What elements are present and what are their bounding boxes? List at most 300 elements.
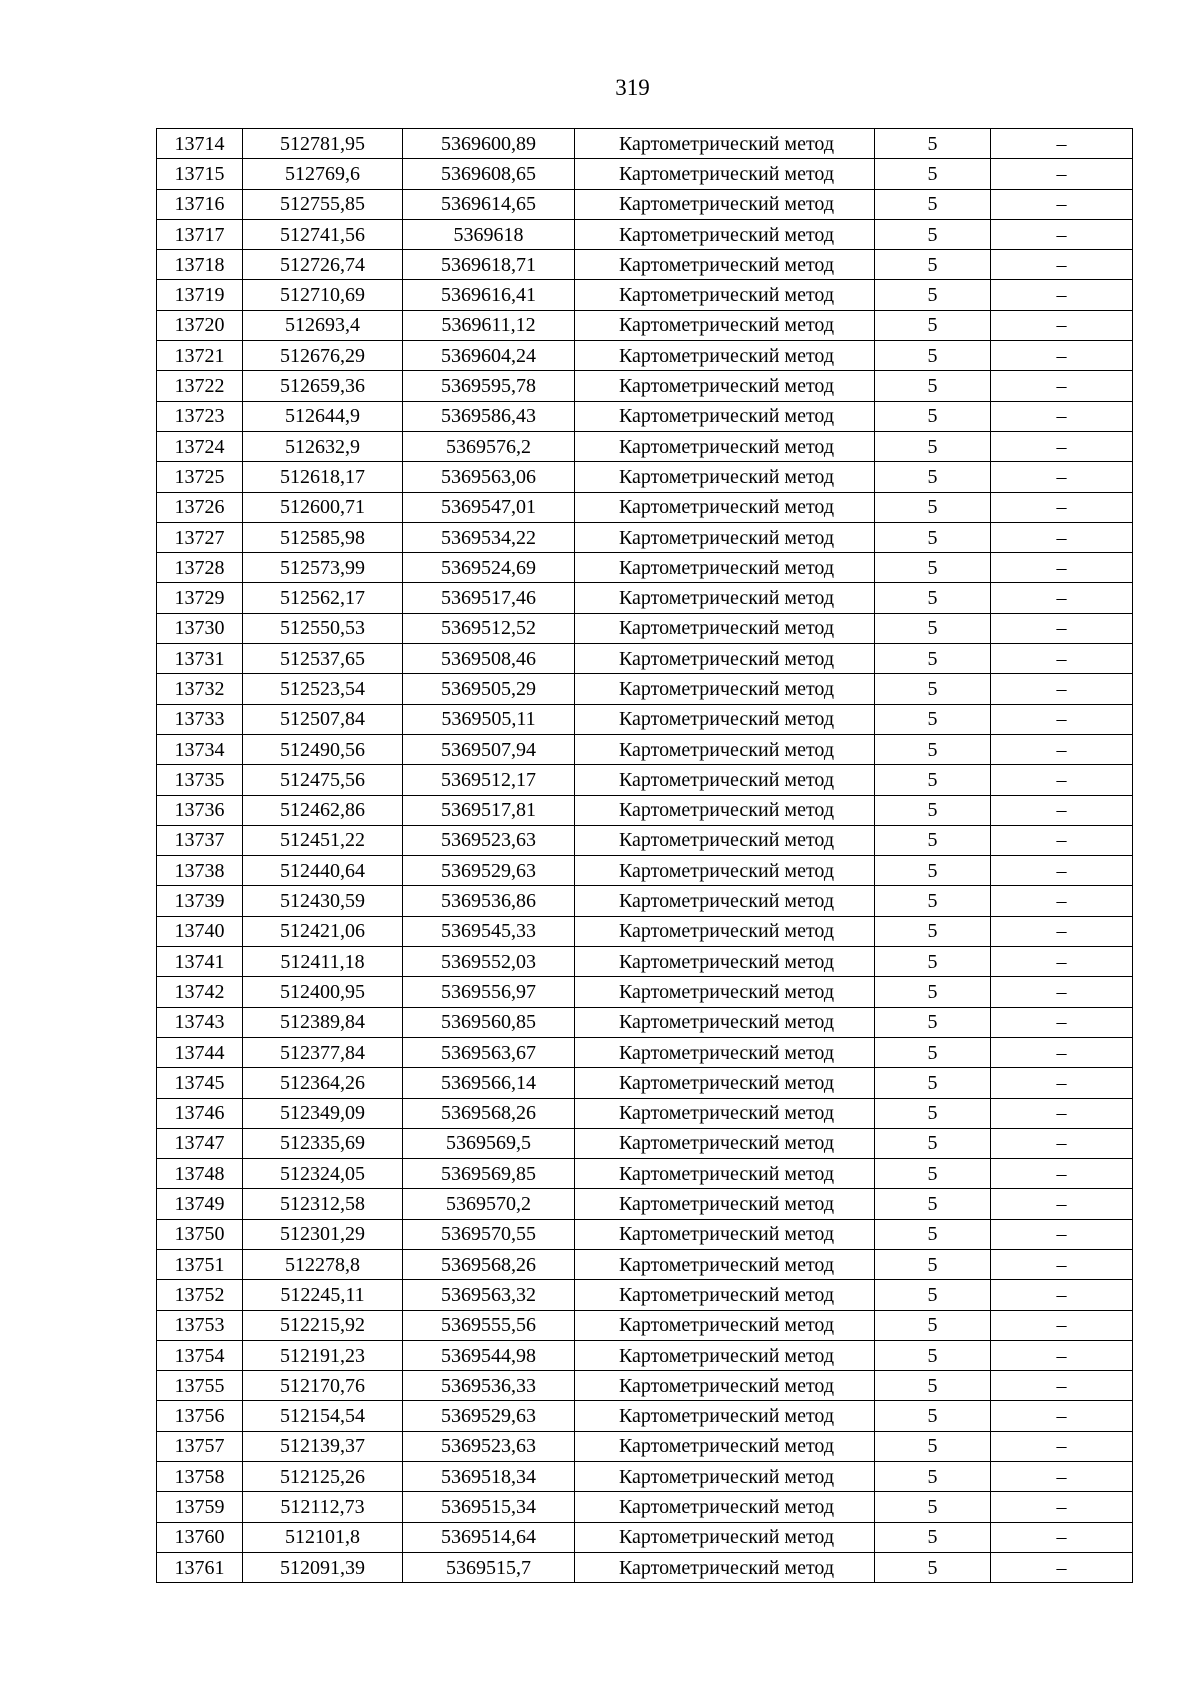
cell-accuracy: 5 xyxy=(875,431,991,461)
cell-y-coordinate: 5369515,34 xyxy=(403,1492,575,1522)
cell-note: – xyxy=(991,1159,1133,1189)
cell-accuracy: 5 xyxy=(875,1280,991,1310)
cell-point-number: 13750 xyxy=(157,1219,243,1249)
cell-accuracy: 5 xyxy=(875,856,991,886)
cell-accuracy: 5 xyxy=(875,704,991,734)
cell-accuracy: 5 xyxy=(875,219,991,249)
cell-y-coordinate: 5369570,55 xyxy=(403,1219,575,1249)
table-row xyxy=(157,159,1133,189)
cell-accuracy: 5 xyxy=(875,916,991,946)
cell-x-coordinate: 512659,36 xyxy=(243,371,403,401)
cell-note: – xyxy=(991,280,1133,310)
table-row xyxy=(157,1371,1133,1401)
cell-method: Картометрический метод xyxy=(575,825,875,855)
cell-method: Картометрический метод xyxy=(575,1007,875,1037)
cell-y-coordinate: 5369523,63 xyxy=(403,825,575,855)
cell-x-coordinate: 512215,92 xyxy=(243,1310,403,1340)
cell-method: Картометрический метод xyxy=(575,886,875,916)
table-row xyxy=(157,1159,1133,1189)
cell-x-coordinate: 512278,8 xyxy=(243,1249,403,1279)
cell-x-coordinate: 512693,4 xyxy=(243,310,403,340)
table-row xyxy=(157,644,1133,674)
cell-note: – xyxy=(991,1462,1133,1492)
cell-y-coordinate: 5369505,11 xyxy=(403,704,575,734)
cell-note: – xyxy=(991,1431,1133,1461)
cell-y-coordinate: 5369529,63 xyxy=(403,856,575,886)
cell-method: Картометрический метод xyxy=(575,250,875,280)
coordinates-table xyxy=(156,128,1133,1583)
cell-note: – xyxy=(991,462,1133,492)
cell-y-coordinate: 5369512,52 xyxy=(403,613,575,643)
cell-accuracy: 5 xyxy=(875,1431,991,1461)
cell-accuracy: 5 xyxy=(875,795,991,825)
cell-accuracy: 5 xyxy=(875,401,991,431)
table-row xyxy=(157,371,1133,401)
cell-note: – xyxy=(991,856,1133,886)
table-row xyxy=(157,1037,1133,1067)
cell-x-coordinate: 512490,56 xyxy=(243,734,403,764)
cell-y-coordinate: 5369534,22 xyxy=(403,522,575,552)
cell-method: Картометрический метод xyxy=(575,219,875,249)
cell-method: Картометрический метод xyxy=(575,1431,875,1461)
cell-y-coordinate: 5369518,34 xyxy=(403,1462,575,1492)
cell-method: Картометрический метод xyxy=(575,341,875,371)
cell-point-number: 13744 xyxy=(157,1037,243,1067)
cell-method: Картометрический метод xyxy=(575,1098,875,1128)
cell-method: Картометрический метод xyxy=(575,1189,875,1219)
cell-method: Картометрический метод xyxy=(575,1219,875,1249)
cell-point-number: 13757 xyxy=(157,1431,243,1461)
cell-method: Картометрический метод xyxy=(575,129,875,159)
cell-note: – xyxy=(991,916,1133,946)
cell-point-number: 13735 xyxy=(157,765,243,795)
cell-point-number: 13715 xyxy=(157,159,243,189)
cell-accuracy: 5 xyxy=(875,613,991,643)
cell-method: Картометрический метод xyxy=(575,916,875,946)
cell-point-number: 13719 xyxy=(157,280,243,310)
cell-method: Картометрический метод xyxy=(575,1522,875,1552)
table-row xyxy=(157,431,1133,461)
cell-accuracy: 5 xyxy=(875,1068,991,1098)
cell-accuracy: 5 xyxy=(875,553,991,583)
cell-note: – xyxy=(991,1219,1133,1249)
cell-note: – xyxy=(991,1007,1133,1037)
cell-accuracy: 5 xyxy=(875,1371,991,1401)
cell-note: – xyxy=(991,613,1133,643)
cell-accuracy: 5 xyxy=(875,250,991,280)
cell-method: Картометрический метод xyxy=(575,1552,875,1582)
cell-point-number: 13725 xyxy=(157,462,243,492)
cell-point-number: 13743 xyxy=(157,1007,243,1037)
cell-y-coordinate: 5369517,81 xyxy=(403,795,575,825)
cell-y-coordinate: 5369547,01 xyxy=(403,492,575,522)
cell-x-coordinate: 512411,18 xyxy=(243,947,403,977)
cell-accuracy: 5 xyxy=(875,492,991,522)
cell-y-coordinate: 5369595,78 xyxy=(403,371,575,401)
cell-accuracy: 5 xyxy=(875,310,991,340)
table-row xyxy=(157,522,1133,552)
cell-point-number: 13729 xyxy=(157,583,243,613)
cell-accuracy: 5 xyxy=(875,1007,991,1037)
cell-method: Картометрический метод xyxy=(575,401,875,431)
table-row xyxy=(157,310,1133,340)
table-row xyxy=(157,1340,1133,1370)
table-row xyxy=(157,704,1133,734)
cell-x-coordinate: 512600,71 xyxy=(243,492,403,522)
table-row xyxy=(157,1280,1133,1310)
cell-point-number: 13716 xyxy=(157,189,243,219)
cell-accuracy: 5 xyxy=(875,1128,991,1158)
table-row xyxy=(157,1492,1133,1522)
cell-x-coordinate: 512475,56 xyxy=(243,765,403,795)
table-row xyxy=(157,401,1133,431)
cell-method: Картометрический метод xyxy=(575,522,875,552)
cell-point-number: 13741 xyxy=(157,947,243,977)
cell-note: – xyxy=(991,1128,1133,1158)
cell-x-coordinate: 512170,76 xyxy=(243,1371,403,1401)
cell-point-number: 13742 xyxy=(157,977,243,1007)
cell-y-coordinate: 5369566,14 xyxy=(403,1068,575,1098)
cell-x-coordinate: 512101,8 xyxy=(243,1522,403,1552)
cell-method: Картометрический метод xyxy=(575,674,875,704)
cell-y-coordinate: 5369600,89 xyxy=(403,129,575,159)
cell-x-coordinate: 512523,54 xyxy=(243,674,403,704)
cell-accuracy: 5 xyxy=(875,1098,991,1128)
cell-point-number: 13726 xyxy=(157,492,243,522)
cell-method: Картометрический метод xyxy=(575,1128,875,1158)
cell-point-number: 13748 xyxy=(157,1159,243,1189)
cell-x-coordinate: 512710,69 xyxy=(243,280,403,310)
cell-method: Картометрический метод xyxy=(575,371,875,401)
cell-y-coordinate: 5369618 xyxy=(403,219,575,249)
cell-note: – xyxy=(991,431,1133,461)
table-row xyxy=(157,280,1133,310)
table-row xyxy=(157,1068,1133,1098)
table-row xyxy=(157,1522,1133,1552)
cell-point-number: 13722 xyxy=(157,371,243,401)
cell-x-coordinate: 512430,59 xyxy=(243,886,403,916)
cell-point-number: 13752 xyxy=(157,1280,243,1310)
cell-accuracy: 5 xyxy=(875,280,991,310)
cell-y-coordinate: 5369568,26 xyxy=(403,1249,575,1279)
cell-accuracy: 5 xyxy=(875,977,991,1007)
cell-method: Картометрический метод xyxy=(575,1310,875,1340)
cell-point-number: 13717 xyxy=(157,219,243,249)
cell-accuracy: 5 xyxy=(875,129,991,159)
cell-x-coordinate: 512400,95 xyxy=(243,977,403,1007)
cell-method: Картометрический метод xyxy=(575,1462,875,1492)
coordinates-table-body xyxy=(157,129,1133,1583)
cell-method: Картометрический метод xyxy=(575,1401,875,1431)
cell-accuracy: 5 xyxy=(875,886,991,916)
cell-x-coordinate: 512632,9 xyxy=(243,431,403,461)
table-row xyxy=(157,1128,1133,1158)
cell-point-number: 13745 xyxy=(157,1068,243,1098)
table-row xyxy=(157,189,1133,219)
cell-x-coordinate: 512421,06 xyxy=(243,916,403,946)
table-row xyxy=(157,492,1133,522)
table-row xyxy=(157,250,1133,280)
cell-note: – xyxy=(991,947,1133,977)
cell-note: – xyxy=(991,1098,1133,1128)
cell-y-coordinate: 5369604,24 xyxy=(403,341,575,371)
cell-x-coordinate: 512440,64 xyxy=(243,856,403,886)
cell-accuracy: 5 xyxy=(875,583,991,613)
cell-note: – xyxy=(991,1037,1133,1067)
cell-accuracy: 5 xyxy=(875,947,991,977)
cell-x-coordinate: 512451,22 xyxy=(243,825,403,855)
cell-accuracy: 5 xyxy=(875,462,991,492)
cell-note: – xyxy=(991,371,1133,401)
cell-point-number: 13751 xyxy=(157,1249,243,1279)
cell-method: Картометрический метод xyxy=(575,583,875,613)
cell-accuracy: 5 xyxy=(875,644,991,674)
table-row xyxy=(157,1219,1133,1249)
cell-point-number: 13753 xyxy=(157,1310,243,1340)
cell-note: – xyxy=(991,886,1133,916)
table-row xyxy=(157,553,1133,583)
table-row xyxy=(157,462,1133,492)
table-row xyxy=(157,1007,1133,1037)
cell-point-number: 13747 xyxy=(157,1128,243,1158)
cell-note: – xyxy=(991,250,1133,280)
cell-y-coordinate: 5369570,2 xyxy=(403,1189,575,1219)
cell-method: Картометрический метод xyxy=(575,644,875,674)
cell-point-number: 13738 xyxy=(157,856,243,886)
cell-x-coordinate: 512507,84 xyxy=(243,704,403,734)
cell-method: Картометрический метод xyxy=(575,1068,875,1098)
cell-note: – xyxy=(991,1249,1133,1279)
cell-y-coordinate: 5369544,98 xyxy=(403,1340,575,1370)
cell-method: Картометрический метод xyxy=(575,977,875,1007)
cell-x-coordinate: 512112,73 xyxy=(243,1492,403,1522)
cell-x-coordinate: 512349,09 xyxy=(243,1098,403,1128)
cell-x-coordinate: 512618,17 xyxy=(243,462,403,492)
table-row xyxy=(157,674,1133,704)
cell-note: – xyxy=(991,704,1133,734)
cell-note: – xyxy=(991,492,1133,522)
cell-accuracy: 5 xyxy=(875,341,991,371)
cell-y-coordinate: 5369614,65 xyxy=(403,189,575,219)
cell-x-coordinate: 512573,99 xyxy=(243,553,403,583)
cell-y-coordinate: 5369508,46 xyxy=(403,644,575,674)
cell-y-coordinate: 5369563,32 xyxy=(403,1280,575,1310)
table-row xyxy=(157,1462,1133,1492)
cell-method: Картометрический метод xyxy=(575,159,875,189)
table-row xyxy=(157,947,1133,977)
cell-note: – xyxy=(991,765,1133,795)
cell-note: – xyxy=(991,219,1133,249)
cell-y-coordinate: 5369512,17 xyxy=(403,765,575,795)
cell-y-coordinate: 5369569,85 xyxy=(403,1159,575,1189)
cell-accuracy: 5 xyxy=(875,159,991,189)
cell-point-number: 13758 xyxy=(157,1462,243,1492)
cell-x-coordinate: 512781,95 xyxy=(243,129,403,159)
cell-accuracy: 5 xyxy=(875,1340,991,1370)
cell-x-coordinate: 512139,37 xyxy=(243,1431,403,1461)
table-row xyxy=(157,1401,1133,1431)
cell-y-coordinate: 5369611,12 xyxy=(403,310,575,340)
cell-note: – xyxy=(991,825,1133,855)
table-row xyxy=(157,341,1133,371)
cell-point-number: 13720 xyxy=(157,310,243,340)
cell-x-coordinate: 512191,23 xyxy=(243,1340,403,1370)
table-row xyxy=(157,219,1133,249)
cell-point-number: 13736 xyxy=(157,795,243,825)
page-number: 319 xyxy=(615,75,650,100)
cell-method: Картометрический метод xyxy=(575,310,875,340)
cell-accuracy: 5 xyxy=(875,1401,991,1431)
cell-method: Картометрический метод xyxy=(575,795,875,825)
cell-accuracy: 5 xyxy=(875,371,991,401)
cell-point-number: 13755 xyxy=(157,1371,243,1401)
cell-y-coordinate: 5369515,7 xyxy=(403,1552,575,1582)
table-row xyxy=(157,1552,1133,1582)
cell-method: Картометрический метод xyxy=(575,1159,875,1189)
cell-point-number: 13732 xyxy=(157,674,243,704)
cell-point-number: 13721 xyxy=(157,341,243,371)
cell-y-coordinate: 5369552,03 xyxy=(403,947,575,977)
cell-method: Картометрический метод xyxy=(575,1340,875,1370)
cell-point-number: 13756 xyxy=(157,1401,243,1431)
table-row xyxy=(157,1431,1133,1461)
cell-point-number: 13718 xyxy=(157,250,243,280)
cell-point-number: 13727 xyxy=(157,522,243,552)
cell-method: Картометрический метод xyxy=(575,462,875,492)
cell-x-coordinate: 512769,6 xyxy=(243,159,403,189)
cell-note: – xyxy=(991,1068,1133,1098)
cell-note: – xyxy=(991,1189,1133,1219)
table-row xyxy=(157,129,1133,159)
cell-note: – xyxy=(991,341,1133,371)
cell-x-coordinate: 512335,69 xyxy=(243,1128,403,1158)
table-row xyxy=(157,977,1133,1007)
cell-point-number: 13737 xyxy=(157,825,243,855)
cell-x-coordinate: 512324,05 xyxy=(243,1159,403,1189)
cell-accuracy: 5 xyxy=(875,765,991,795)
table-row xyxy=(157,1189,1133,1219)
cell-accuracy: 5 xyxy=(875,1189,991,1219)
cell-y-coordinate: 5369568,26 xyxy=(403,1098,575,1128)
cell-note: – xyxy=(991,977,1133,1007)
cell-y-coordinate: 5369563,06 xyxy=(403,462,575,492)
cell-method: Картометрический метод xyxy=(575,1280,875,1310)
table-row xyxy=(157,825,1133,855)
cell-y-coordinate: 5369529,63 xyxy=(403,1401,575,1431)
cell-point-number: 13728 xyxy=(157,553,243,583)
cell-method: Картометрический метод xyxy=(575,553,875,583)
cell-note: – xyxy=(991,401,1133,431)
cell-note: – xyxy=(991,1552,1133,1582)
cell-method: Картометрический метод xyxy=(575,734,875,764)
cell-y-coordinate: 5369517,46 xyxy=(403,583,575,613)
cell-note: – xyxy=(991,522,1133,552)
cell-note: – xyxy=(991,553,1133,583)
cell-accuracy: 5 xyxy=(875,1037,991,1067)
cell-y-coordinate: 5369536,33 xyxy=(403,1371,575,1401)
cell-method: Картометрический метод xyxy=(575,1037,875,1067)
cell-note: – xyxy=(991,583,1133,613)
table-row xyxy=(157,856,1133,886)
cell-point-number: 13749 xyxy=(157,1189,243,1219)
cell-y-coordinate: 5369569,5 xyxy=(403,1128,575,1158)
cell-note: – xyxy=(991,159,1133,189)
cell-note: – xyxy=(991,189,1133,219)
cell-method: Картометрический метод xyxy=(575,280,875,310)
cell-method: Картометрический метод xyxy=(575,1492,875,1522)
cell-accuracy: 5 xyxy=(875,1159,991,1189)
cell-point-number: 13731 xyxy=(157,644,243,674)
cell-x-coordinate: 512091,39 xyxy=(243,1552,403,1582)
cell-x-coordinate: 512585,98 xyxy=(243,522,403,552)
cell-x-coordinate: 512364,26 xyxy=(243,1068,403,1098)
cell-accuracy: 5 xyxy=(875,734,991,764)
cell-point-number: 13724 xyxy=(157,431,243,461)
cell-y-coordinate: 5369524,69 xyxy=(403,553,575,583)
cell-point-number: 13723 xyxy=(157,401,243,431)
cell-note: – xyxy=(991,734,1133,764)
cell-y-coordinate: 5369536,86 xyxy=(403,886,575,916)
table-row xyxy=(157,583,1133,613)
cell-y-coordinate: 5369586,43 xyxy=(403,401,575,431)
cell-point-number: 13730 xyxy=(157,613,243,643)
cell-method: Картометрический метод xyxy=(575,492,875,522)
cell-y-coordinate: 5369507,94 xyxy=(403,734,575,764)
cell-x-coordinate: 512741,56 xyxy=(243,219,403,249)
cell-x-coordinate: 512312,58 xyxy=(243,1189,403,1219)
table-row xyxy=(157,1098,1133,1128)
cell-y-coordinate: 5369514,64 xyxy=(403,1522,575,1552)
cell-y-coordinate: 5369505,29 xyxy=(403,674,575,704)
cell-accuracy: 5 xyxy=(875,1522,991,1552)
cell-accuracy: 5 xyxy=(875,1492,991,1522)
cell-note: – xyxy=(991,1492,1133,1522)
cell-note: – xyxy=(991,1371,1133,1401)
cell-point-number: 13754 xyxy=(157,1340,243,1370)
cell-method: Картометрический метод xyxy=(575,189,875,219)
cell-note: – xyxy=(991,1340,1133,1370)
cell-x-coordinate: 512644,9 xyxy=(243,401,403,431)
cell-note: – xyxy=(991,1401,1133,1431)
cell-y-coordinate: 5369523,63 xyxy=(403,1431,575,1461)
table-row xyxy=(157,886,1133,916)
table-row xyxy=(157,734,1133,764)
cell-x-coordinate: 512245,11 xyxy=(243,1280,403,1310)
cell-accuracy: 5 xyxy=(875,1249,991,1279)
cell-method: Картометрический метод xyxy=(575,613,875,643)
cell-note: – xyxy=(991,310,1133,340)
cell-point-number: 13740 xyxy=(157,916,243,946)
cell-x-coordinate: 512550,53 xyxy=(243,613,403,643)
cell-method: Картометрический метод xyxy=(575,1371,875,1401)
cell-accuracy: 5 xyxy=(875,1219,991,1249)
cell-x-coordinate: 512726,74 xyxy=(243,250,403,280)
cell-method: Картометрический метод xyxy=(575,947,875,977)
cell-x-coordinate: 512462,86 xyxy=(243,795,403,825)
cell-accuracy: 5 xyxy=(875,522,991,552)
table-row xyxy=(157,613,1133,643)
cell-y-coordinate: 5369563,67 xyxy=(403,1037,575,1067)
cell-x-coordinate: 512125,26 xyxy=(243,1462,403,1492)
cell-x-coordinate: 512154,54 xyxy=(243,1401,403,1431)
cell-x-coordinate: 512755,85 xyxy=(243,189,403,219)
cell-accuracy: 5 xyxy=(875,825,991,855)
cell-method: Картометрический метод xyxy=(575,431,875,461)
cell-point-number: 13739 xyxy=(157,886,243,916)
cell-note: – xyxy=(991,795,1133,825)
cell-y-coordinate: 5369556,97 xyxy=(403,977,575,1007)
cell-accuracy: 5 xyxy=(875,189,991,219)
